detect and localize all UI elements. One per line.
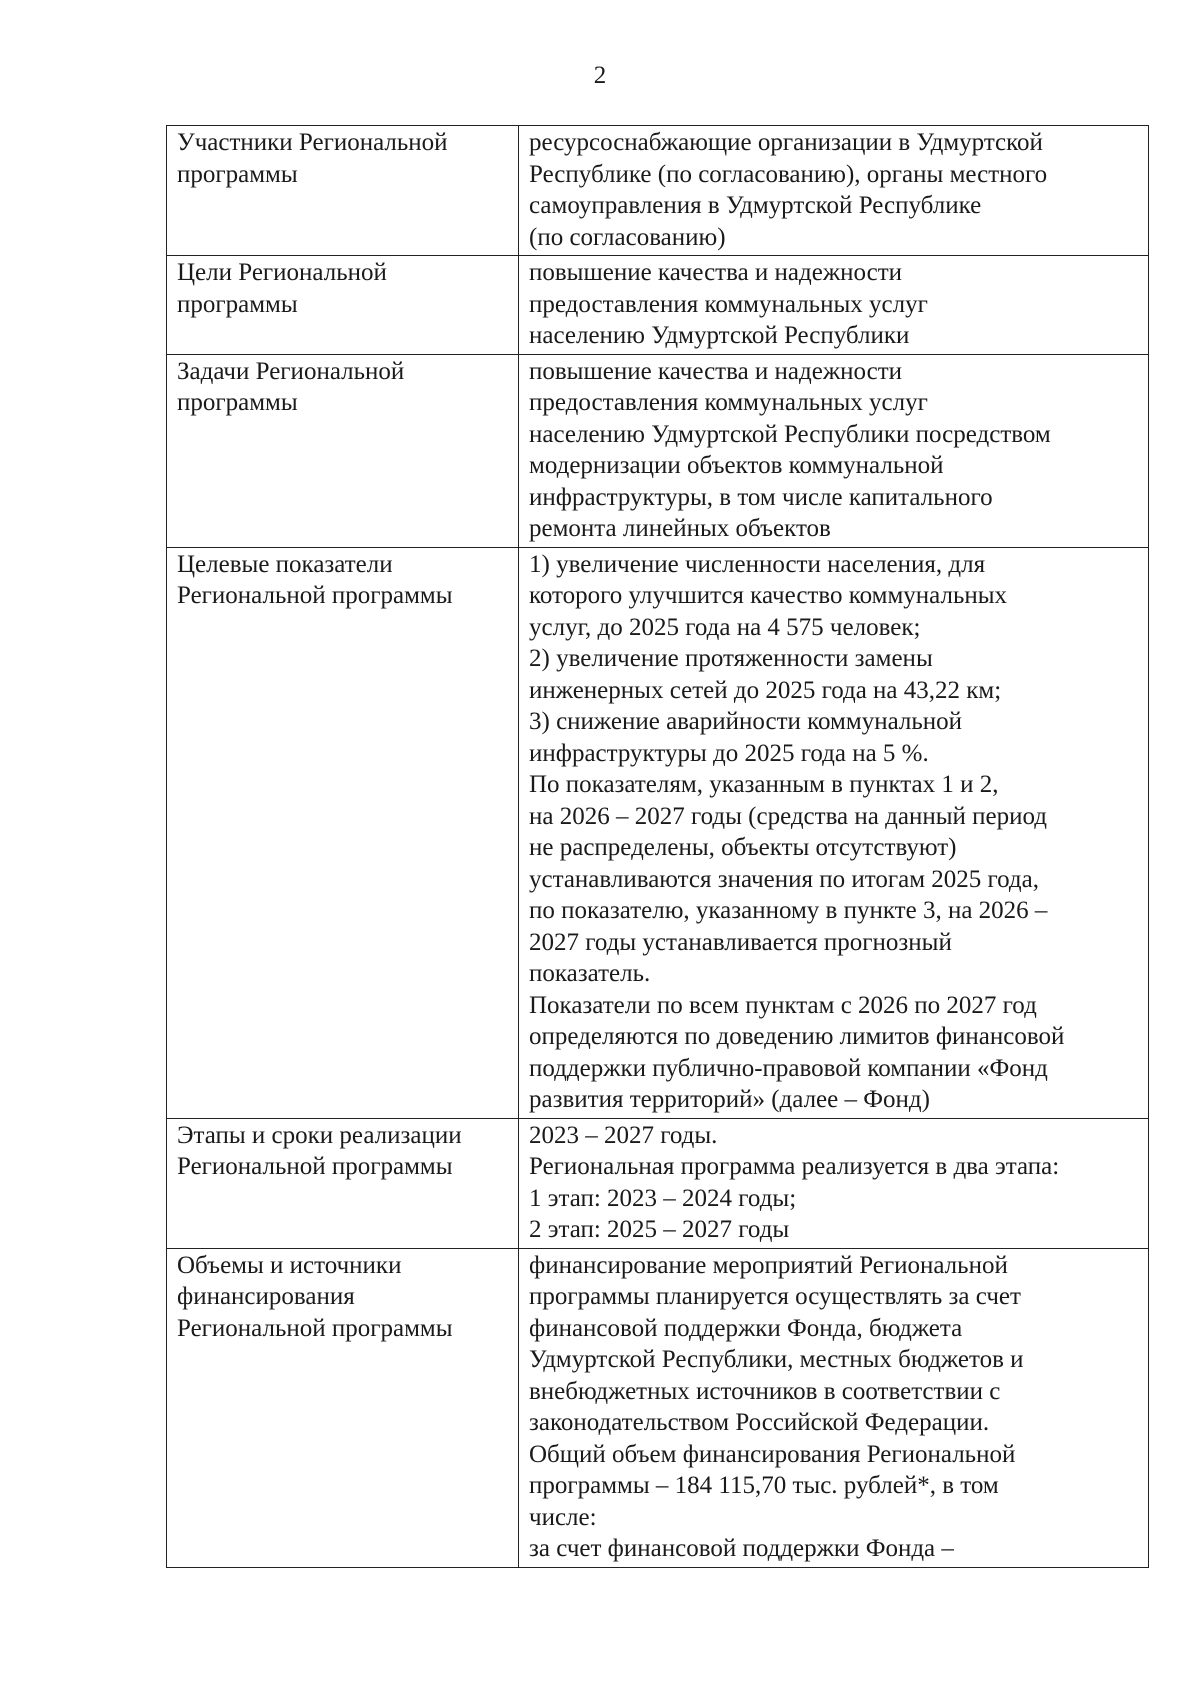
row-label-line: Региональной программы	[177, 582, 453, 609]
row-value-line: Общий объем финансирования Региональной	[529, 1440, 1016, 1468]
row-value-line: ремонта линейных объектов	[529, 515, 831, 542]
row-value-line: инфраструктуры до 2025 года на 5 %.	[529, 739, 929, 767]
row-value-line: Удмуртской Республики, местных бюджетов и	[529, 1346, 1024, 1373]
table-row	[167, 1118, 1149, 1248]
page-number: 2	[593, 62, 607, 89]
row-value-line: инженерных сетей до 2025 года на 43,22 км;	[529, 676, 1002, 704]
row-label-line: Объемы и источники	[177, 1251, 402, 1279]
row-label-line: программы	[177, 389, 298, 416]
row-value-line: 2) увеличение протяженности замены	[529, 645, 933, 672]
row-value-line: финансирование мероприятий Региональной	[529, 1251, 1008, 1279]
row-value-line: устанавливаются значения по итогам 2025 года,	[529, 865, 1039, 893]
row-value-line: населению Удмуртской Республики	[529, 322, 910, 349]
row-value-line: инфраструктуры, в том числе капитального	[529, 483, 993, 511]
row-value-line: числе:	[529, 1503, 597, 1531]
row-value-line: предоставления коммунальных услуг	[529, 389, 928, 416]
row-value-line: финансовой поддержки Фонда, бюджета	[529, 1314, 963, 1342]
table-body	[167, 126, 1149, 1568]
row-value-line: 1 этап: 2023 – 2024 годы;	[529, 1184, 797, 1212]
program-passport-table	[166, 125, 1149, 1568]
row-value-line: повышение качества и надежности	[529, 357, 903, 385]
row-value-cell	[519, 1248, 1149, 1567]
row-label-cell	[167, 126, 519, 256]
row-value-line: 2023 – 2027 годы.	[529, 1121, 718, 1149]
row-value-cell	[519, 1118, 1149, 1248]
row-value-line: 2 этап: 2025 – 2027 годы	[529, 1216, 790, 1243]
row-value-line: программы – 184 115,70 тыс. рублей*, в том	[529, 1472, 999, 1499]
row-label-line: программы	[177, 290, 298, 318]
row-label-line: программы	[177, 160, 298, 188]
row-label-cell	[167, 354, 519, 547]
row-label-cell	[167, 547, 519, 1118]
row-value-line: законодательством Российской Федерации.	[529, 1409, 990, 1436]
table-row	[167, 354, 1149, 547]
row-value-cell	[519, 126, 1149, 256]
row-value-line: 2027 годы устанавливается прогнозный	[529, 928, 952, 956]
row-value-line: которого улучшится качество коммунальных	[529, 582, 1008, 609]
row-label-line: Этапы и сроки реализации	[177, 1121, 462, 1149]
row-label-line: финансирования	[177, 1283, 355, 1310]
row-value-line: 1) увеличение численности населения, для	[529, 550, 986, 578]
row-value-line: ресурсоснабжающие организации в Удмуртской	[529, 129, 1043, 156]
row-label-cell	[167, 1118, 519, 1248]
row-value-line: по показателю, указанному в пункте 3, на 2026 –	[529, 897, 1048, 924]
row-value-line: модернизации объектов коммунальной	[529, 452, 944, 479]
table-row	[167, 256, 1149, 355]
row-value-line: развития территорий» (далее – Фонд)	[529, 1086, 930, 1113]
row-value-cell	[519, 256, 1149, 355]
row-value-line: показатель.	[529, 960, 651, 987]
row-value-line: услуг, до 2025 года на 4 575 человек;	[529, 613, 921, 641]
row-value-cell	[519, 354, 1149, 547]
row-value-line: программы планируется осуществлять за счет	[529, 1283, 1021, 1310]
row-value-line: на 2026 – 2027 годы (средства на данный период	[529, 802, 1047, 830]
row-value-line: не распределены, объекты отсутствуют)	[529, 834, 957, 861]
row-value-line: повышение качества и надежности	[529, 259, 903, 286]
row-label-line: Участники Региональной	[177, 129, 448, 156]
row-value-line: Региональная программа реализуется в два этапа:	[529, 1153, 1060, 1180]
row-label-line: Региональной программы	[177, 1153, 453, 1180]
row-value-line: предоставления коммунальных услуг	[529, 290, 928, 318]
row-label-line: Задачи Региональной	[177, 357, 405, 385]
row-value-line: определяются по доведению лимитов финансовой	[529, 1023, 1065, 1050]
row-value-line: за счет финансовой поддержки Фонда –	[529, 1535, 954, 1562]
row-value-line: (по согласованию)	[529, 223, 726, 251]
row-value-line: Показатели по всем пунктам с 2026 по 2027 год	[529, 991, 1037, 1019]
row-label-line: Региональной программы	[177, 1314, 453, 1342]
row-value-line: населению Удмуртской Республики посредством	[529, 420, 1051, 448]
row-value-line: Республике (по согласованию), органы местного	[529, 160, 1048, 188]
row-value-line: По показателям, указанным в пунктах 1 и 2,	[529, 771, 999, 798]
row-label-cell	[167, 1248, 519, 1567]
table-row	[167, 1248, 1149, 1567]
row-value-line: самоуправления в Удмуртской Республике	[529, 192, 982, 219]
row-value-cell	[519, 547, 1149, 1118]
row-value-line: 3) снижение аварийности коммунальной	[529, 708, 963, 735]
table-row	[167, 547, 1149, 1118]
row-label-line: Целевые показатели	[177, 550, 393, 578]
row-label-cell	[167, 256, 519, 355]
row-value-line: поддержки публично-правовой компании «Фонд	[529, 1054, 1048, 1082]
table-row	[167, 126, 1149, 256]
row-label-line: Цели Региональной	[177, 259, 387, 286]
row-value-line: внебюджетных источников в соответствии с	[529, 1377, 1001, 1405]
